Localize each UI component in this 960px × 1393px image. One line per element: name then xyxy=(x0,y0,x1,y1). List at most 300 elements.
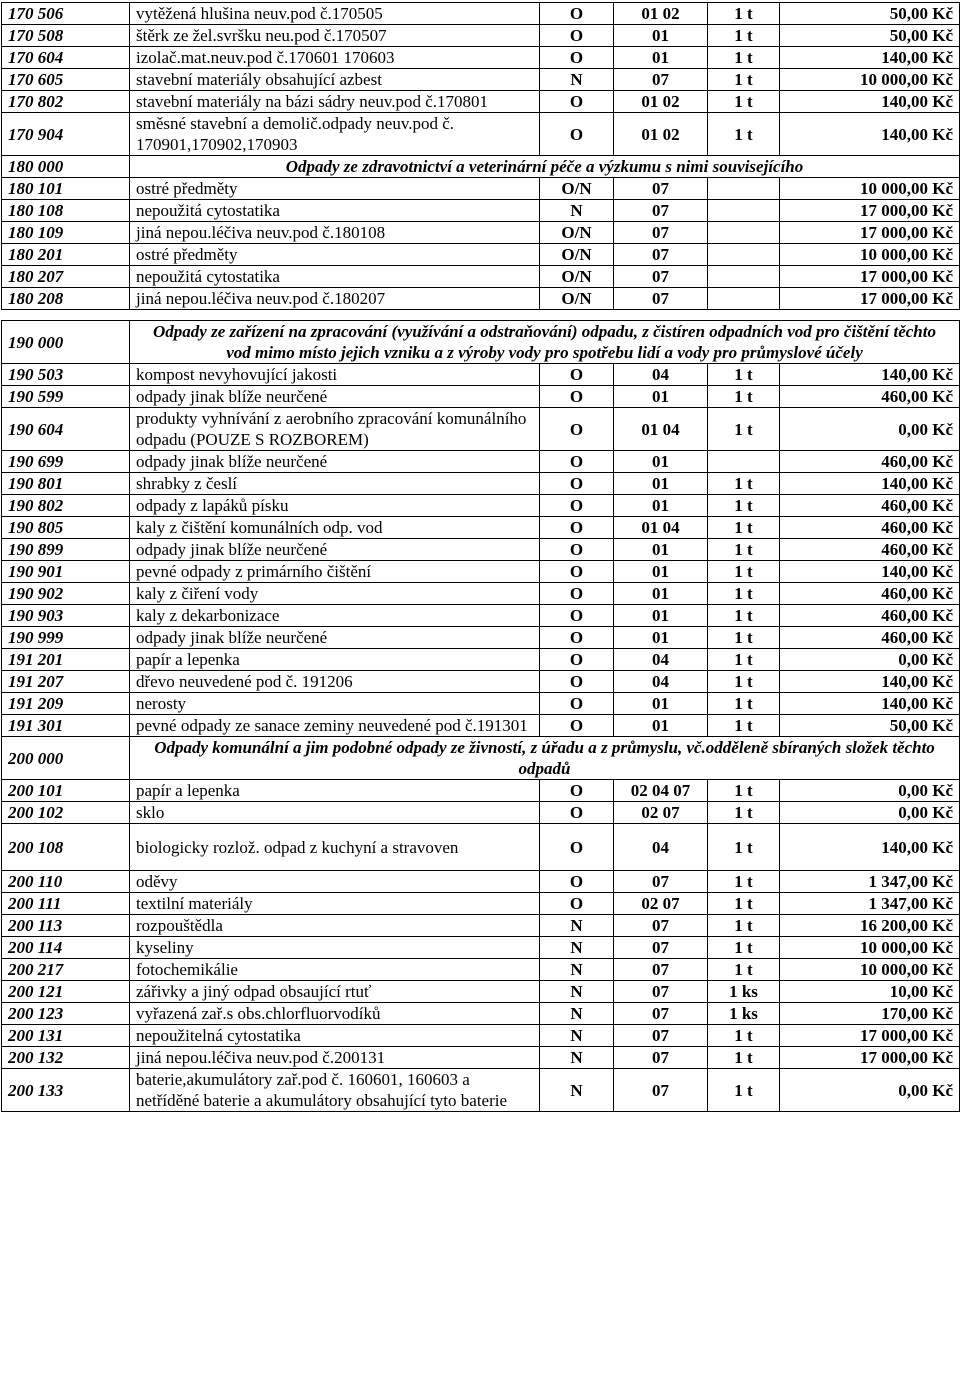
waste-category: O xyxy=(540,802,614,824)
waste-description: štěrk ze žel.svršku neu.pod č.170507 xyxy=(130,25,540,47)
disposal-method: 01 04 xyxy=(614,408,708,451)
unit-price: 0,00 Kč xyxy=(780,802,960,824)
waste-category: O/N xyxy=(540,222,614,244)
waste-code: 190 903 xyxy=(2,605,130,627)
waste-category: O xyxy=(540,561,614,583)
unit-quantity: 1 t xyxy=(708,1025,780,1047)
unit-price: 17 000,00 Kč xyxy=(780,200,960,222)
waste-category: O xyxy=(540,25,614,47)
table-row xyxy=(2,539,960,561)
waste-code: 170 802 xyxy=(2,91,130,113)
waste-description: odpady jinak blíže neurčené xyxy=(130,451,540,473)
table-row xyxy=(2,693,960,715)
waste-description: pevné odpady ze sanace zeminy neuvedené pod č.191301 xyxy=(130,715,540,737)
disposal-method: 01 xyxy=(614,693,708,715)
table-row xyxy=(2,244,960,266)
waste-category: O xyxy=(540,693,614,715)
waste-category: N xyxy=(540,200,614,222)
disposal-method: 01 xyxy=(614,627,708,649)
unit-quantity xyxy=(708,266,780,288)
section-title: Odpady ze zdravotnictví a veterinární péče a výzkumu s nimi souvisejícího xyxy=(130,156,960,178)
table-row xyxy=(2,671,960,693)
unit-quantity: 1 t xyxy=(708,605,780,627)
table-row xyxy=(2,561,960,583)
waste-code: 190 801 xyxy=(2,473,130,495)
unit-quantity: 1 t xyxy=(708,583,780,605)
unit-price: 10 000,00 Kč xyxy=(780,69,960,91)
disposal-method: 02 07 xyxy=(614,893,708,915)
waste-description: biologicky rozlož. odpad z kuchyní a stravoven xyxy=(130,824,540,871)
waste-description: dřevo neuvedené pod č. 191206 xyxy=(130,671,540,693)
unit-quantity: 1 t xyxy=(708,539,780,561)
waste-code: 190 999 xyxy=(2,627,130,649)
waste-category: O xyxy=(540,539,614,561)
unit-quantity xyxy=(708,244,780,266)
unit-price: 10 000,00 Kč xyxy=(780,244,960,266)
waste-code: 191 301 xyxy=(2,715,130,737)
unit-quantity: 1 t xyxy=(708,627,780,649)
waste-category: O/N xyxy=(540,266,614,288)
unit-quantity: 1 t xyxy=(708,1047,780,1069)
unit-quantity: 1 t xyxy=(708,780,780,802)
unit-quantity: 1 t xyxy=(708,915,780,937)
waste-description: baterie,akumulátory zař.pod č. 160601, 160603 a netříděné baterie a akumulátory obsahující tyto baterie xyxy=(130,1069,540,1112)
waste-description: papír a lepenka xyxy=(130,649,540,671)
unit-price: 460,00 Kč xyxy=(780,451,960,473)
unit-price: 10 000,00 Kč xyxy=(780,959,960,981)
unit-quantity: 1 t xyxy=(708,871,780,893)
unit-quantity: 1 t xyxy=(708,959,780,981)
waste-category: N xyxy=(540,1025,614,1047)
waste-code: 200 113 xyxy=(2,915,130,937)
disposal-method: 01 xyxy=(614,561,708,583)
waste-code: 190 802 xyxy=(2,495,130,517)
waste-description: shrabky z česlí xyxy=(130,473,540,495)
waste-category: O/N xyxy=(540,244,614,266)
section-title: Odpady ze zařízení na zpracování (využívání a odstraňování) odpadu, z čistíren odpadních vod pro čištění těchto vod mimo místo jejich vzniku a z výroby vody pro spotřebu lidí a vody pro průmyslové účely xyxy=(130,321,960,364)
disposal-method: 01 02 xyxy=(614,3,708,25)
unit-quantity: 1 t xyxy=(708,824,780,871)
disposal-method: 07 xyxy=(614,915,708,937)
disposal-method: 01 xyxy=(614,451,708,473)
waste-description: kompost nevyhovující jakosti xyxy=(130,364,540,386)
table-row xyxy=(2,893,960,915)
disposal-method: 04 xyxy=(614,649,708,671)
waste-code: 191 201 xyxy=(2,649,130,671)
waste-category: O/N xyxy=(540,288,614,310)
waste-category: O xyxy=(540,824,614,871)
table-row xyxy=(2,871,960,893)
waste-description: stavební materiály na bázi sádry neuv.pod č.170801 xyxy=(130,91,540,113)
waste-price-table-body xyxy=(2,3,960,1112)
waste-code: 200 123 xyxy=(2,1003,130,1025)
disposal-method: 07 xyxy=(614,244,708,266)
waste-description: ostré předměty xyxy=(130,178,540,200)
waste-category: O xyxy=(540,495,614,517)
unit-price: 140,00 Kč xyxy=(780,824,960,871)
disposal-method: 01 xyxy=(614,495,708,517)
waste-code: 180 109 xyxy=(2,222,130,244)
waste-category: N xyxy=(540,1069,614,1112)
table-row xyxy=(2,69,960,91)
waste-category: O xyxy=(540,113,614,156)
table-row xyxy=(2,1069,960,1112)
disposal-method: 07 xyxy=(614,937,708,959)
waste-description: vyřazená zař.s obs.chlorfluorvodíků xyxy=(130,1003,540,1025)
disposal-method: 04 xyxy=(614,824,708,871)
table-row xyxy=(2,915,960,937)
section-header-row xyxy=(2,156,960,178)
unit-quantity xyxy=(708,200,780,222)
disposal-method: 02 07 xyxy=(614,802,708,824)
waste-price-table xyxy=(1,2,960,1112)
table-row xyxy=(2,408,960,451)
waste-code: 200 114 xyxy=(2,937,130,959)
unit-quantity: 1 t xyxy=(708,364,780,386)
unit-quantity: 1 t xyxy=(708,3,780,25)
table-row xyxy=(2,364,960,386)
unit-price: 50,00 Kč xyxy=(780,25,960,47)
waste-category: N xyxy=(540,1047,614,1069)
waste-description: odpady jinak blíže neurčené xyxy=(130,627,540,649)
unit-price: 170,00 Kč xyxy=(780,1003,960,1025)
waste-category: O xyxy=(540,649,614,671)
waste-description: oděvy xyxy=(130,871,540,893)
unit-price: 1 347,00 Kč xyxy=(780,893,960,915)
unit-quantity: 1 t xyxy=(708,408,780,451)
waste-description: fotochemikálie xyxy=(130,959,540,981)
unit-quantity: 1 ks xyxy=(708,1003,780,1025)
section-header-row xyxy=(2,737,960,780)
waste-category: O xyxy=(540,715,614,737)
unit-price: 460,00 Kč xyxy=(780,517,960,539)
unit-quantity: 1 t xyxy=(708,495,780,517)
waste-code: 180 108 xyxy=(2,200,130,222)
unit-price: 140,00 Kč xyxy=(780,671,960,693)
waste-description: jiná nepou.léčiva neuv.pod č.200131 xyxy=(130,1047,540,1069)
unit-price: 140,00 Kč xyxy=(780,91,960,113)
unit-price: 0,00 Kč xyxy=(780,408,960,451)
disposal-method: 01 xyxy=(614,47,708,69)
unit-price: 140,00 Kč xyxy=(780,473,960,495)
table-row xyxy=(2,802,960,824)
waste-code: 180 208 xyxy=(2,288,130,310)
table-row xyxy=(2,113,960,156)
waste-description: izolač.mat.neuv.pod č.170601 170603 xyxy=(130,47,540,69)
waste-code: 180 201 xyxy=(2,244,130,266)
unit-price: 0,00 Kč xyxy=(780,1069,960,1112)
unit-price: 10 000,00 Kč xyxy=(780,178,960,200)
waste-category: O xyxy=(540,91,614,113)
disposal-method: 01 02 xyxy=(614,113,708,156)
waste-code: 180 207 xyxy=(2,266,130,288)
waste-code: 170 508 xyxy=(2,25,130,47)
waste-description: odpady jinak blíže neurčené xyxy=(130,386,540,408)
disposal-method: 07 xyxy=(614,1047,708,1069)
unit-quantity: 1 t xyxy=(708,69,780,91)
waste-description: nepoužitá cytostatika xyxy=(130,200,540,222)
waste-description: odpady jinak blíže neurčené xyxy=(130,539,540,561)
unit-price: 140,00 Kč xyxy=(780,113,960,156)
waste-code: 170 604 xyxy=(2,47,130,69)
unit-price: 17 000,00 Kč xyxy=(780,222,960,244)
unit-quantity xyxy=(708,288,780,310)
unit-price: 17 000,00 Kč xyxy=(780,288,960,310)
waste-category: N xyxy=(540,981,614,1003)
unit-price: 1 347,00 Kč xyxy=(780,871,960,893)
unit-quantity: 1 t xyxy=(708,937,780,959)
section-header-row xyxy=(2,321,960,364)
waste-description: papír a lepenka xyxy=(130,780,540,802)
waste-category: O xyxy=(540,605,614,627)
waste-category: O xyxy=(540,583,614,605)
disposal-method: 07 xyxy=(614,69,708,91)
table-row xyxy=(2,200,960,222)
waste-code: 200 101 xyxy=(2,780,130,802)
unit-price: 140,00 Kč xyxy=(780,364,960,386)
section-spacer xyxy=(2,310,960,321)
disposal-method: 01 04 xyxy=(614,517,708,539)
waste-description: kyseliny xyxy=(130,937,540,959)
unit-price: 50,00 Kč xyxy=(780,3,960,25)
waste-description: odpady z lapáků písku xyxy=(130,495,540,517)
unit-price: 50,00 Kč xyxy=(780,715,960,737)
waste-category: O xyxy=(540,517,614,539)
unit-quantity: 1 t xyxy=(708,25,780,47)
waste-category: O xyxy=(540,671,614,693)
disposal-method: 07 xyxy=(614,200,708,222)
table-row xyxy=(2,222,960,244)
waste-category: O xyxy=(540,408,614,451)
table-row xyxy=(2,981,960,1003)
unit-quantity: 1 t xyxy=(708,113,780,156)
unit-price: 0,00 Kč xyxy=(780,649,960,671)
unit-price: 460,00 Kč xyxy=(780,386,960,408)
waste-code: 200 121 xyxy=(2,981,130,1003)
disposal-method: 04 xyxy=(614,671,708,693)
disposal-method: 04 xyxy=(614,364,708,386)
waste-category: O xyxy=(540,780,614,802)
unit-quantity xyxy=(708,222,780,244)
waste-category: O/N xyxy=(540,178,614,200)
waste-description: vytěžená hlušina neuv.pod č.170505 xyxy=(130,3,540,25)
table-row xyxy=(2,824,960,871)
waste-description: směsné stavební a demolič.odpady neuv.pod č. 170901,170902,170903 xyxy=(130,113,540,156)
unit-quantity: 1 t xyxy=(708,671,780,693)
disposal-method: 01 xyxy=(614,25,708,47)
waste-description: nepoužitá cytostatika xyxy=(130,266,540,288)
unit-price: 16 200,00 Kč xyxy=(780,915,960,937)
table-row xyxy=(2,178,960,200)
waste-code: 190 902 xyxy=(2,583,130,605)
unit-quantity: 1 ks xyxy=(708,981,780,1003)
unit-quantity: 1 t xyxy=(708,715,780,737)
waste-category: N xyxy=(540,915,614,937)
disposal-method: 07 xyxy=(614,1003,708,1025)
table-row xyxy=(2,627,960,649)
table-row xyxy=(2,91,960,113)
waste-code: 200 132 xyxy=(2,1047,130,1069)
waste-category: O xyxy=(540,473,614,495)
table-row xyxy=(2,386,960,408)
waste-description: rozpouštědla xyxy=(130,915,540,937)
waste-description: kaly z čiření vody xyxy=(130,583,540,605)
waste-description: sklo xyxy=(130,802,540,824)
disposal-method: 01 02 xyxy=(614,91,708,113)
waste-description: jiná nepou.léčiva neuv.pod č.180207 xyxy=(130,288,540,310)
unit-quantity: 1 t xyxy=(708,561,780,583)
table-row xyxy=(2,1047,960,1069)
waste-category: O xyxy=(540,893,614,915)
disposal-method: 07 xyxy=(614,981,708,1003)
unit-price: 460,00 Kč xyxy=(780,583,960,605)
disposal-method: 01 xyxy=(614,583,708,605)
unit-quantity: 1 t xyxy=(708,386,780,408)
unit-price: 460,00 Kč xyxy=(780,605,960,627)
waste-code: 170 506 xyxy=(2,3,130,25)
waste-code: 190 899 xyxy=(2,539,130,561)
table-row xyxy=(2,266,960,288)
table-row xyxy=(2,780,960,802)
waste-description: produkty vyhnívání z aerobního zpracování komunálního odpadu (POUZE S ROZBOREM) xyxy=(130,408,540,451)
disposal-method: 07 xyxy=(614,288,708,310)
section-title: Odpady komunální a jim podobné odpady ze živností, z úřadu a z průmyslu, vč.odděleně sbíraných složek těchto odpadů xyxy=(130,737,960,780)
waste-code: 190 805 xyxy=(2,517,130,539)
waste-code: 190 699 xyxy=(2,451,130,473)
table-row xyxy=(2,959,960,981)
disposal-method: 07 xyxy=(614,1025,708,1047)
waste-code: 200 111 xyxy=(2,893,130,915)
table-row xyxy=(2,937,960,959)
unit-price: 17 000,00 Kč xyxy=(780,1047,960,1069)
disposal-method: 07 xyxy=(614,959,708,981)
waste-description: jiná nepou.léčiva neuv.pod č.180108 xyxy=(130,222,540,244)
disposal-method: 07 xyxy=(614,178,708,200)
unit-price: 140,00 Kč xyxy=(780,561,960,583)
waste-description: stavební materiály obsahující azbest xyxy=(130,69,540,91)
unit-quantity: 1 t xyxy=(708,91,780,113)
waste-code: 200 133 xyxy=(2,1069,130,1112)
disposal-method: 01 xyxy=(614,386,708,408)
unit-quantity: 1 t xyxy=(708,473,780,495)
waste-description: textilní materiály xyxy=(130,893,540,915)
waste-code: 170 904 xyxy=(2,113,130,156)
waste-category: N xyxy=(540,1003,614,1025)
waste-category: O xyxy=(540,451,614,473)
table-row xyxy=(2,605,960,627)
unit-quantity: 1 t xyxy=(708,517,780,539)
waste-description: kaly z čištění komunálních odp. vod xyxy=(130,517,540,539)
waste-description: nerosty xyxy=(130,693,540,715)
table-row xyxy=(2,649,960,671)
waste-code: 200 102 xyxy=(2,802,130,824)
table-row xyxy=(2,715,960,737)
unit-quantity: 1 t xyxy=(708,893,780,915)
unit-price: 140,00 Kč xyxy=(780,693,960,715)
disposal-method: 01 xyxy=(614,605,708,627)
disposal-method: 07 xyxy=(614,266,708,288)
unit-quantity: 1 t xyxy=(708,649,780,671)
waste-code: 170 605 xyxy=(2,69,130,91)
waste-code: 191 209 xyxy=(2,693,130,715)
disposal-method: 07 xyxy=(614,1069,708,1112)
table-row xyxy=(2,3,960,25)
unit-price: 460,00 Kč xyxy=(780,495,960,517)
table-row xyxy=(2,451,960,473)
waste-description: nepoužitelná cytostatika xyxy=(130,1025,540,1047)
disposal-method: 07 xyxy=(614,222,708,244)
disposal-method: 01 xyxy=(614,539,708,561)
table-row xyxy=(2,495,960,517)
unit-quantity xyxy=(708,178,780,200)
section-code: 190 000 xyxy=(2,321,130,364)
table-row xyxy=(2,288,960,310)
waste-code: 190 503 xyxy=(2,364,130,386)
waste-description: ostré předměty xyxy=(130,244,540,266)
waste-code: 180 101 xyxy=(2,178,130,200)
waste-code: 200 131 xyxy=(2,1025,130,1047)
waste-category: O xyxy=(540,871,614,893)
unit-price: 17 000,00 Kč xyxy=(780,266,960,288)
table-row xyxy=(2,47,960,69)
waste-category: O xyxy=(540,364,614,386)
waste-code: 191 207 xyxy=(2,671,130,693)
waste-category: O xyxy=(540,627,614,649)
unit-price: 17 000,00 Kč xyxy=(780,1025,960,1047)
table-row xyxy=(2,1003,960,1025)
waste-code: 190 604 xyxy=(2,408,130,451)
waste-category: O xyxy=(540,3,614,25)
waste-code: 190 599 xyxy=(2,386,130,408)
unit-price: 10 000,00 Kč xyxy=(780,937,960,959)
disposal-method: 07 xyxy=(614,871,708,893)
waste-code: 200 217 xyxy=(2,959,130,981)
waste-code: 190 901 xyxy=(2,561,130,583)
unit-quantity: 1 t xyxy=(708,802,780,824)
waste-description: kaly z dekarbonizace xyxy=(130,605,540,627)
waste-category: O xyxy=(540,386,614,408)
unit-price: 0,00 Kč xyxy=(780,780,960,802)
unit-quantity: 1 t xyxy=(708,693,780,715)
waste-category: N xyxy=(540,959,614,981)
table-row xyxy=(2,473,960,495)
table-row xyxy=(2,517,960,539)
waste-description: zářivky a jiný odpad obsaující rtuť xyxy=(130,981,540,1003)
waste-code: 200 108 xyxy=(2,824,130,871)
unit-price: 460,00 Kč xyxy=(780,539,960,561)
disposal-method: 01 xyxy=(614,473,708,495)
section-code: 180 000 xyxy=(2,156,130,178)
unit-price: 140,00 Kč xyxy=(780,47,960,69)
unit-price: 10,00 Kč xyxy=(780,981,960,1003)
disposal-method: 01 xyxy=(614,715,708,737)
waste-description: pevné odpady z primárního čištění xyxy=(130,561,540,583)
waste-code: 200 110 xyxy=(2,871,130,893)
waste-category: N xyxy=(540,69,614,91)
section-code: 200 000 xyxy=(2,737,130,780)
unit-quantity: 1 t xyxy=(708,1069,780,1112)
table-row xyxy=(2,25,960,47)
unit-quantity xyxy=(708,451,780,473)
waste-category: N xyxy=(540,937,614,959)
waste-category: O xyxy=(540,47,614,69)
table-row xyxy=(2,583,960,605)
spacer-cell xyxy=(2,310,960,321)
unit-quantity: 1 t xyxy=(708,47,780,69)
unit-price: 460,00 Kč xyxy=(780,627,960,649)
table-row xyxy=(2,1025,960,1047)
disposal-method: 02 04 07 xyxy=(614,780,708,802)
